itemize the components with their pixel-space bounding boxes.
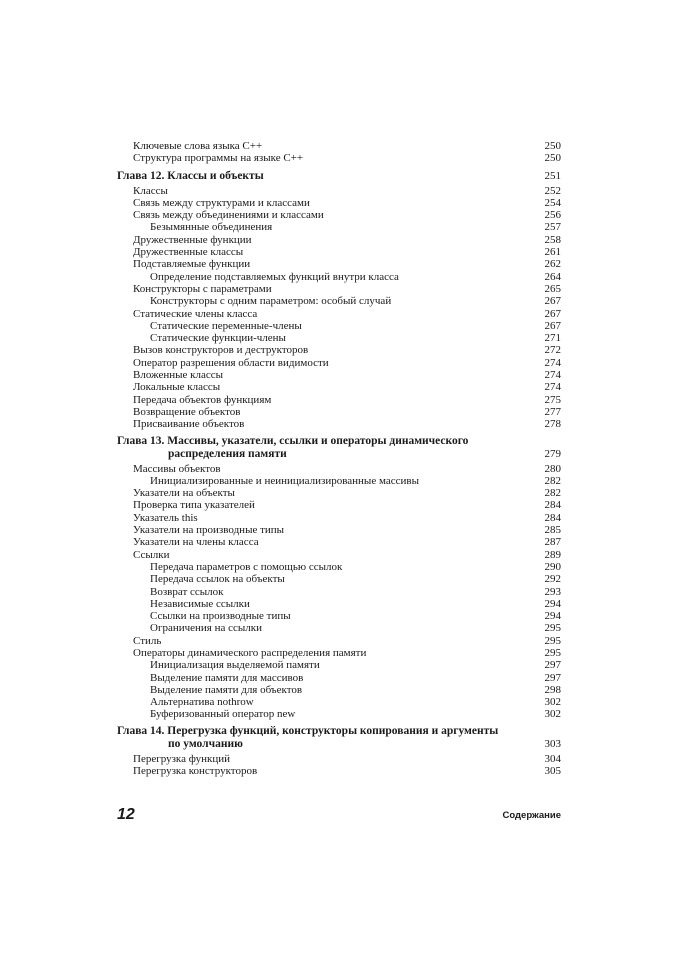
entry-page: 297	[544, 671, 561, 684]
entry-page: 261	[544, 246, 561, 259]
entry-title: Инициализированные и неинициализированные массивы	[150, 474, 419, 487]
entry-title: Вложенные классы	[133, 369, 224, 382]
toc-entry	[117, 332, 561, 344]
entry-page: 257	[544, 221, 561, 234]
page-footer	[117, 806, 561, 824]
entry-title: Операторы динамического распределения памяти	[133, 646, 367, 659]
entry-page: 267	[544, 295, 561, 308]
toc-entry	[117, 308, 561, 320]
entry-page: 265	[544, 282, 561, 295]
entry-page: 262	[544, 258, 561, 271]
chapter-title-line2: по умолчанию	[168, 737, 243, 750]
entry-title: Выделение памяти для объектов	[150, 683, 303, 696]
toc-entry	[117, 406, 561, 418]
entry-title: Возвращение объектов	[133, 405, 241, 418]
toc-entry	[117, 357, 561, 369]
entry-page: 264	[544, 270, 561, 283]
entry-page: 294	[544, 610, 561, 623]
chapter-14-heading	[117, 725, 561, 751]
entry-page: 272	[544, 344, 561, 357]
entry-page: 277	[544, 405, 561, 418]
entry-title: Статические функции-члены	[150, 332, 286, 345]
entry-title: Локальные классы	[133, 381, 221, 394]
toc-entry	[117, 536, 561, 548]
entry-title: Ссылки	[133, 548, 170, 561]
chapter-title-line1: Глава 13. Массивы, указатели, ссылки и операторы динамического	[117, 434, 469, 447]
toc-entry	[117, 499, 561, 511]
entry-title: Перегрузка конструкторов	[133, 765, 258, 778]
toc-entry	[117, 561, 561, 573]
entry-title: Передача параметров с помощью ссылок	[150, 560, 343, 573]
toc-entry	[117, 221, 561, 233]
toc-entry	[117, 549, 561, 561]
entry-page: 287	[544, 536, 561, 549]
entry-page: 282	[544, 487, 561, 500]
entry-page: 278	[544, 418, 561, 431]
toc-entry	[117, 344, 561, 356]
entry-page: 285	[544, 524, 561, 537]
entry-page: 295	[544, 622, 561, 635]
entry-title: Дружественные классы	[133, 246, 244, 259]
entry-title: Статические члены класса	[133, 307, 258, 320]
entry-title: Подставляемые функции	[133, 258, 251, 271]
toc-entry	[117, 295, 561, 307]
toc-entry	[117, 524, 561, 536]
toc-entry	[117, 140, 561, 152]
entry-page: 294	[544, 597, 561, 610]
chapter-page: 279	[544, 447, 561, 460]
entry-page: 297	[544, 659, 561, 672]
table-of-contents	[117, 140, 561, 777]
toc-entry	[117, 622, 561, 634]
toc-entry	[117, 152, 561, 164]
entry-title: Конструкторы с параметрами	[133, 282, 272, 295]
entry-title: Связь между объединениями и классами	[133, 209, 324, 222]
entry-title: Присваивание объектов	[133, 418, 245, 431]
toc-entry	[117, 765, 561, 777]
entry-title: Связь между структурами и классами	[133, 196, 310, 209]
chapter-13-heading	[117, 435, 561, 461]
entry-title: Альтернатива nothrow	[150, 696, 254, 709]
entry-page: 298	[544, 683, 561, 696]
entry-title: Ссылки на производные типы	[150, 610, 291, 623]
entry-page: 274	[544, 356, 561, 369]
entry-page: 304	[544, 752, 561, 765]
entry-title: Дружественные функции	[133, 233, 252, 246]
entry-page: 274	[544, 369, 561, 382]
toc-entry	[117, 394, 561, 406]
chapter-title	[117, 725, 498, 751]
chapter-title-line1: Глава 14. Перегрузка функций, конструкторы копирования и аргументы	[117, 724, 499, 737]
entry-title: Передача ссылок на объекты	[150, 573, 285, 586]
entry-page: 250	[544, 152, 561, 165]
toc-entry	[117, 271, 561, 283]
chapter-12-heading	[117, 169, 561, 183]
chapter-12-entries	[117, 185, 561, 431]
entry-title: Выделение памяти для массивов	[150, 671, 304, 684]
chapter-title: Глава 12. Классы и объекты	[117, 169, 264, 182]
toc-entry	[117, 610, 561, 622]
entry-title: Структура программы на языке C++	[133, 152, 304, 165]
chapter-title-line2: распределения памяти	[168, 447, 287, 460]
entry-page: 267	[544, 307, 561, 320]
toc-entry	[117, 753, 561, 765]
toc-entry	[117, 487, 561, 499]
chapter-14-entries	[117, 753, 561, 778]
toc-entry	[117, 197, 561, 209]
entry-title: Статические переменные-члены	[150, 319, 302, 332]
toc-preceding-entries	[117, 140, 561, 165]
entry-page: 305	[544, 765, 561, 778]
entry-title: Буферизованный оператор new	[150, 708, 296, 721]
toc-entry	[117, 598, 561, 610]
toc-entry	[117, 246, 561, 258]
entry-title: Указатели на члены класса	[133, 536, 259, 549]
toc-entry	[117, 586, 561, 598]
entry-page: 302	[544, 696, 561, 709]
entry-page: 275	[544, 393, 561, 406]
chapter-page: 251	[544, 169, 561, 182]
toc-entry	[117, 320, 561, 332]
entry-page: 282	[544, 474, 561, 487]
entry-title: Безымянные объединения	[150, 221, 273, 234]
entry-title: Перегрузка функций	[133, 752, 230, 765]
entry-page: 289	[544, 548, 561, 561]
entry-title: Определение подставляемых функций внутри класса	[150, 270, 399, 283]
chapter-title	[117, 435, 468, 461]
entry-page: 295	[544, 646, 561, 659]
entry-page: 280	[544, 462, 561, 475]
page-number: 12	[117, 806, 135, 823]
entry-title: Ключевые слова языка C++	[133, 140, 263, 152]
entry-title: Указатели на объекты	[133, 487, 235, 500]
chapter-13-entries	[117, 463, 561, 721]
entry-page: 254	[544, 196, 561, 209]
entry-page: 284	[544, 499, 561, 512]
entry-page: 258	[544, 233, 561, 246]
entry-page: 274	[544, 381, 561, 394]
entry-title: Стиль	[133, 634, 162, 647]
toc-entry	[117, 381, 561, 393]
entry-page: 290	[544, 560, 561, 573]
entry-page: 256	[544, 209, 561, 222]
entry-title: Ограничения на ссылки	[150, 622, 263, 635]
toc-entry	[117, 475, 561, 487]
toc-entry	[117, 258, 561, 270]
toc-entry	[117, 635, 561, 647]
toc-entry	[117, 696, 561, 708]
entry-title: Возврат ссылок	[150, 585, 224, 598]
running-title: Содержание	[502, 809, 561, 821]
chapter-page: 303	[544, 737, 561, 750]
entry-page: 271	[544, 332, 561, 345]
toc-entry	[117, 672, 561, 684]
entry-title: Указатель this	[133, 511, 198, 524]
entry-title: Независимые ссылки	[150, 597, 250, 610]
entry-page: 295	[544, 634, 561, 647]
entry-page: 292	[544, 573, 561, 586]
toc-entry	[117, 369, 561, 381]
entry-page: 252	[544, 184, 561, 197]
entry-title: Передача объектов функциям	[133, 393, 272, 406]
entry-page: 267	[544, 319, 561, 332]
toc-entry	[117, 708, 561, 720]
toc-entry	[117, 209, 561, 221]
toc-entry	[117, 463, 561, 475]
entry-title: Указатели на производные типы	[133, 524, 285, 537]
toc-entry	[117, 684, 561, 696]
toc-entry	[117, 185, 561, 197]
entry-page: 293	[544, 585, 561, 598]
entry-title: Проверка типа указателей	[133, 499, 255, 512]
entry-title: Конструкторы с одним параметром: особый случай	[150, 295, 392, 308]
entry-page: 250	[544, 140, 561, 152]
entry-title: Классы	[133, 184, 168, 197]
entry-page: 284	[544, 511, 561, 524]
toc-entry	[117, 659, 561, 671]
toc-entry	[117, 573, 561, 585]
entry-page: 302	[544, 708, 561, 721]
entry-title: Массивы объектов	[133, 462, 221, 475]
entry-title: Оператор разрешения области видимости	[133, 356, 329, 369]
entry-title: Инициализация выделяемой памяти	[150, 659, 320, 672]
toc-entry	[117, 283, 561, 295]
toc-entry	[117, 234, 561, 246]
toc-entry	[117, 512, 561, 524]
toc-entry	[117, 647, 561, 659]
toc-entry	[117, 418, 561, 430]
entry-title: Вызов конструкторов и деструкторов	[133, 344, 309, 357]
